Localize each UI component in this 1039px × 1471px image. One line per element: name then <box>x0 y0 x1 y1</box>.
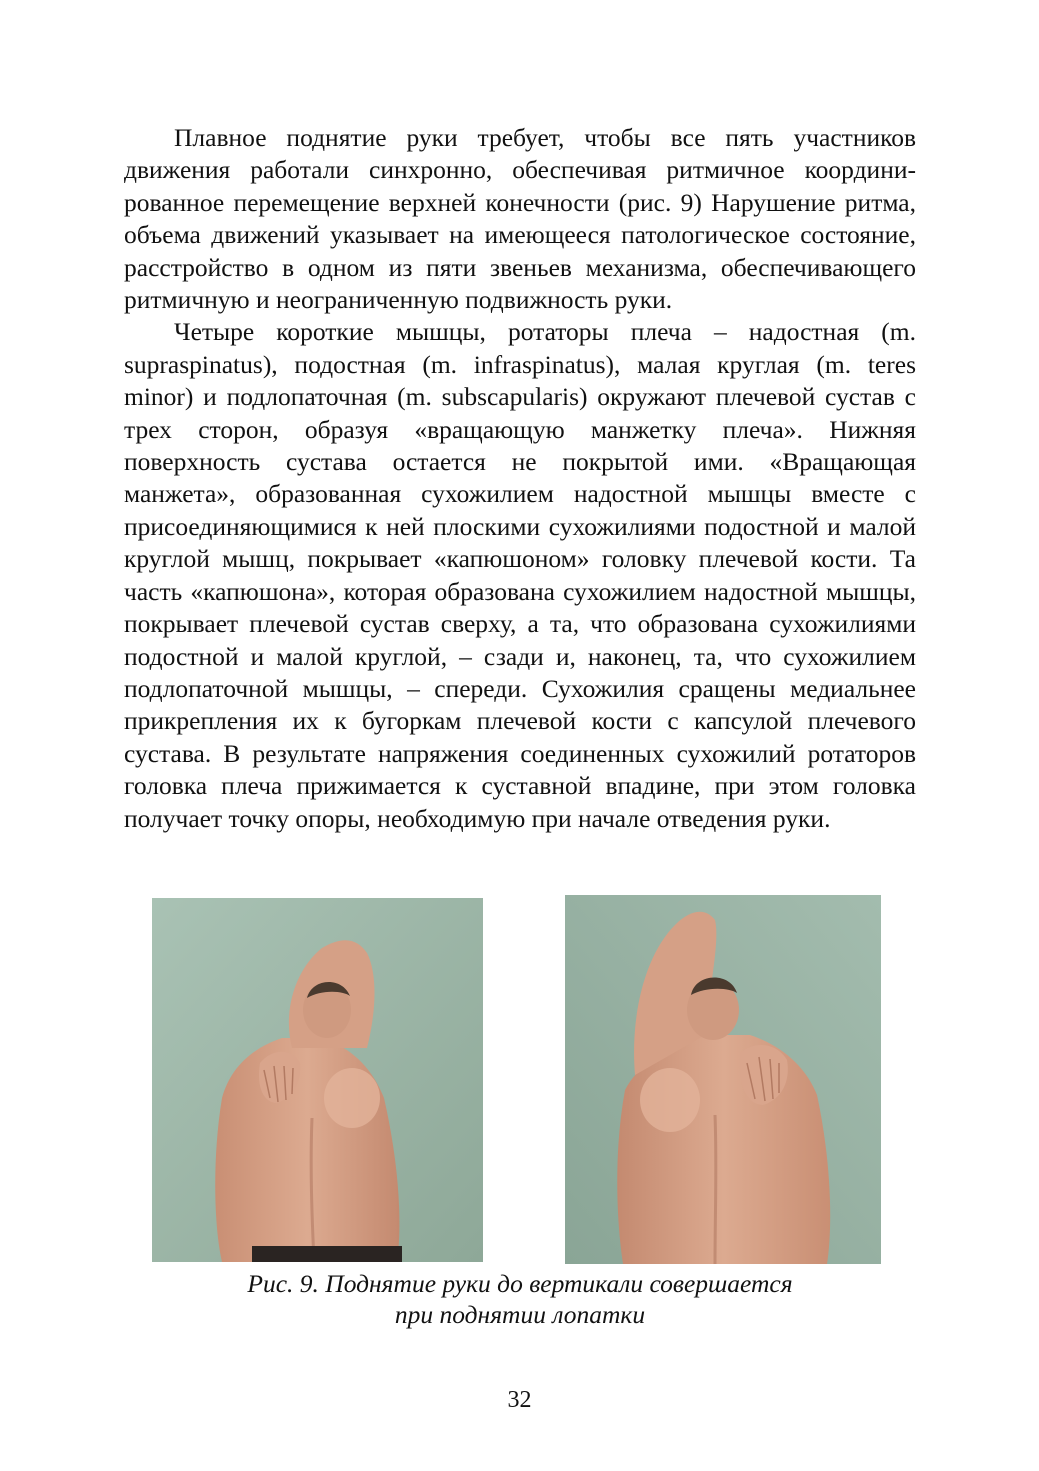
photo-left-illustration <box>152 898 483 1262</box>
photo-right-illustration <box>565 895 881 1264</box>
pants <box>252 1246 402 1262</box>
scapula <box>640 1068 700 1132</box>
torso <box>617 1035 830 1264</box>
caption-line-1: Рис. 9. Поднятие руки до вертикали совершается <box>247 1269 793 1298</box>
spine <box>715 1115 716 1264</box>
scapula <box>324 1068 380 1128</box>
figure-photo-right <box>565 895 881 1264</box>
paragraph-1: Плавное поднятие руки требует, чтобы все пять участников движения работали синхронно, обеспечивая ритмичное координированное перемещение верхней конечности (рис. 9) Нарушение ритма, объема движений указывает на имеющееся патологическое состояние, расстройство в одном из пяти звеньев механизма, обеспечивающего ритмичную и неограниченную подвижность руки. <box>124 123 916 315</box>
caption-line-2: при поднятии лопатки <box>394 1300 646 1329</box>
page-number: 32 <box>507 1387 532 1413</box>
figure-photo-left <box>152 898 483 1262</box>
figure-caption <box>124 1268 916 1330</box>
paragraph-2: Четыре короткие мышцы, ротаторы плеча – надостная (m. supraspinatus), подостная (m. infraspinatus), малая круглая (m. teres minor) и подлопаточная (m. subscapularis) окружают плечевой сустав с трех сторон, образуя «вращающую манжетку плеча». Нижняя поверхность сустава остается не покрытой ими. «Вращающая манжета», образованная сухожилием надостной мышцы вместе с присоединяющимися к ней плоскими сухожилиями подостной и малой круглой мышц, покрывает «капюшоном» головку плечевой кости. Та часть «капюшона», которая образована сухожилием надостной мышцы, покрывает плечевой сустав сверху, а та, что образована сухожилиями подостной и малой круглой, – сзади и, наконец, та, что сухожилием подлопаточной мышцы, – спереди. Сухожилия сращены медиальнее прикрепления их к бугоркам плечевой кости с капсулой плечевого сустава. В результате напряжения соединенных сухожилий ротаторов головка плеча прижимается к суставной впадине, при этом головка получает точку опоры, необходимую при начале отведения руки. <box>124 317 916 833</box>
body-text <box>124 122 916 835</box>
